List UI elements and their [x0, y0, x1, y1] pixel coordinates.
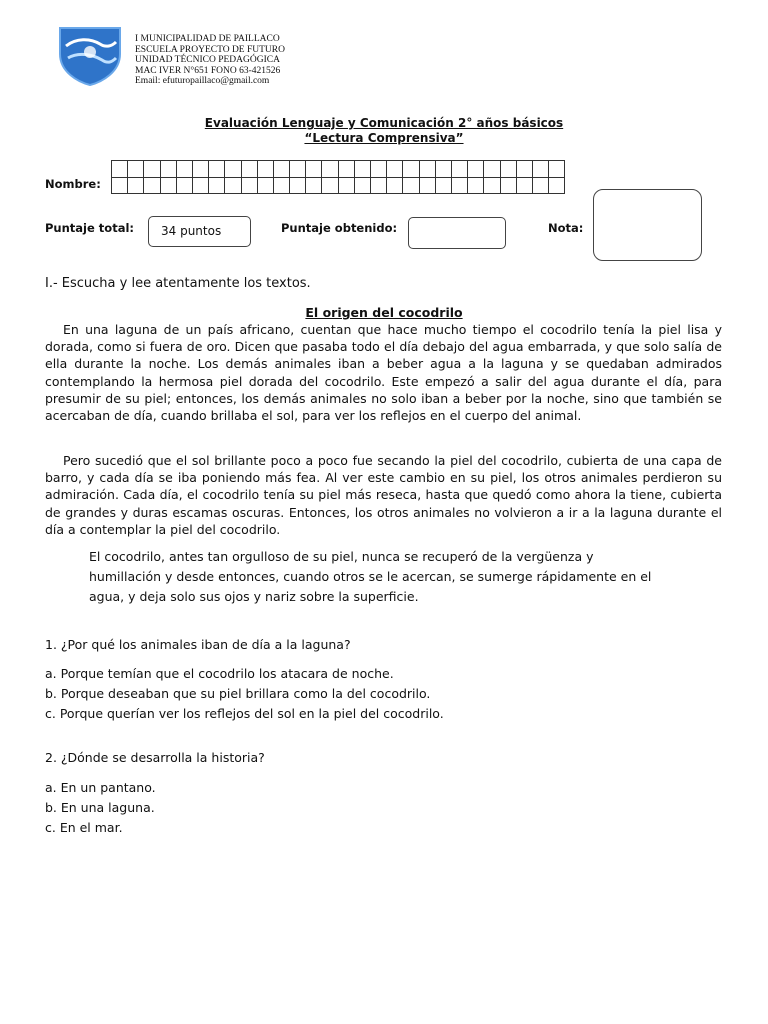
- name-grid-cell[interactable]: [241, 161, 257, 178]
- name-grid-cell[interactable]: [112, 161, 128, 178]
- exam-title: Evaluación Lenguaje y Comunicación 2° años básicos: [204, 116, 564, 130]
- name-label: Nombre:: [45, 177, 101, 191]
- name-grid-cell[interactable]: [435, 177, 451, 194]
- obtained-score-box[interactable]: [408, 217, 506, 249]
- name-grid-cell[interactable]: [257, 177, 273, 194]
- total-score-value: 34 puntos: [161, 224, 222, 238]
- header-line: UNIDAD TÉCNICO PEDAGÓGICA: [135, 55, 280, 65]
- name-grid-cell[interactable]: [451, 177, 467, 194]
- name-grid-cell[interactable]: [160, 177, 176, 194]
- name-grid-cell[interactable]: [371, 161, 387, 178]
- name-grid-cell[interactable]: [387, 177, 403, 194]
- name-grid-cell[interactable]: [484, 177, 500, 194]
- story-paragraph-2-block: [45, 452, 722, 538]
- name-grid-cell[interactable]: [371, 177, 387, 194]
- school-logo: [56, 24, 124, 86]
- name-grid-cell[interactable]: [209, 161, 225, 178]
- name-grid-cell[interactable]: [484, 161, 500, 178]
- name-grid-cell[interactable]: [549, 177, 565, 194]
- name-grid-cell[interactable]: [144, 177, 160, 194]
- grade-label: Nota:: [548, 221, 584, 235]
- name-grid-cell[interactable]: [225, 177, 241, 194]
- total-score-label: Puntaje total:: [45, 221, 135, 235]
- exam-subtitle: “Lectura Comprensiva”: [304, 131, 464, 145]
- name-grid-cell[interactable]: [500, 177, 516, 194]
- name-grid-cell[interactable]: [403, 177, 419, 194]
- name-grid-cell[interactable]: [549, 161, 565, 178]
- name-grid-cell[interactable]: [225, 161, 241, 178]
- story-line: agua, y deja solo sus ojos y nariz sobre la superficie.: [89, 589, 419, 604]
- question-1-options: [45, 664, 444, 724]
- instruction: I.- Escucha y lee atentamente los textos.: [45, 276, 311, 291]
- story-line: humillación y desde entonces, cuando otros se le acercan, se sumerge rápidamente en el: [89, 569, 652, 584]
- name-grid-cell[interactable]: [532, 177, 548, 194]
- answer-option[interactable]: c. Porque querían ver los reflejos del sol en la piel del cocodrilo.: [45, 706, 444, 721]
- name-grid-cell[interactable]: [290, 177, 306, 194]
- name-grid-cell[interactable]: [257, 161, 273, 178]
- name-grid[interactable]: [111, 160, 565, 194]
- answer-option[interactable]: a. En un pantano.: [45, 780, 156, 795]
- name-grid-cell[interactable]: [290, 161, 306, 178]
- name-grid-cell[interactable]: [354, 161, 370, 178]
- answer-option[interactable]: a. Porque temían que el cocodrilo los atacara de noche.: [45, 666, 394, 681]
- name-grid-cell[interactable]: [532, 161, 548, 178]
- name-grid-cell[interactable]: [273, 161, 289, 178]
- name-grid-cell[interactable]: [192, 177, 208, 194]
- story-title: El origen del cocodrilo: [305, 305, 463, 320]
- name-grid-cell[interactable]: [500, 161, 516, 178]
- name-grid-cell[interactable]: [192, 161, 208, 178]
- story-line: El cocodrilo, antes tan orgulloso de su piel, nunca se recuperó de la vergüenza y: [89, 549, 594, 564]
- question-text: 2. ¿Dónde se desarrolla la historia?: [45, 750, 265, 765]
- name-grid-cell[interactable]: [468, 177, 484, 194]
- question-text: 1. ¿Por qué los animales iban de día a la laguna?: [45, 637, 351, 652]
- name-grid-cell[interactable]: [144, 161, 160, 178]
- header-line: Email: efuturopaillaco@gmail.com: [135, 76, 270, 86]
- obtained-score-label: Puntaje obtenido:: [281, 221, 398, 235]
- name-grid-cell[interactable]: [209, 177, 225, 194]
- name-grid-cell[interactable]: [273, 177, 289, 194]
- name-grid-cell[interactable]: [241, 177, 257, 194]
- name-grid-cell[interactable]: [128, 161, 144, 178]
- grade-box[interactable]: [593, 189, 702, 261]
- story-paragraph-1-block: [45, 321, 722, 424]
- total-score-box: [148, 216, 251, 247]
- name-grid-cell[interactable]: [112, 177, 128, 194]
- name-grid-cell[interactable]: [306, 161, 322, 178]
- name-grid-cell[interactable]: [516, 177, 532, 194]
- question-2-options: [45, 778, 156, 838]
- name-grid-cell[interactable]: [322, 177, 338, 194]
- name-grid-cell[interactable]: [419, 161, 435, 178]
- name-grid-cell[interactable]: [128, 177, 144, 194]
- header-line: MAC IVER N°651 FONO 63-421526: [135, 65, 281, 76]
- name-grid-cell[interactable]: [387, 161, 403, 178]
- name-grid-cell[interactable]: [176, 161, 192, 178]
- name-grid-cell[interactable]: [435, 161, 451, 178]
- name-grid-cell[interactable]: [468, 161, 484, 178]
- story-paragraph: Pero sucedió que el sol brillante poco a poco fue secando la piel del cocodrilo, cubierta de una capa de barro, y cada día se iba poniendo más fea. Al ver este cambio en su piel, los otros animales perdieron su admiración. Cada día, el cocodrilo tenía su piel más reseca, hasta que quedó como ahora la tiene, cubierta de grandes y duras escamas oscuras. Entonces, los otros animales no volvieron a ir a la laguna durante el día a contemplar la piel del cocodrilo.: [45, 453, 722, 537]
- story-paragraph-3: [89, 547, 729, 607]
- name-grid-cell[interactable]: [451, 161, 467, 178]
- answer-option[interactable]: b. Porque deseaban que su piel brillara como la del cocodrilo.: [45, 686, 431, 701]
- name-grid-cell[interactable]: [176, 177, 192, 194]
- name-grid-cell[interactable]: [306, 177, 322, 194]
- story-paragraph: En una laguna de un país africano, cuentan que hace mucho tiempo el cocodrilo tenía la piel lisa y dorada, como si fuera de oro. Dicen que pasaba todo el día debajo del agua embarrada, y que solo salía de ella durante la noche. Los demás animales iban a beber agua a la laguna y se quedaban admirados contemplando la hermosa piel dorada del cocodrilo. Este empezó a salir del agua durante el día, para presumir de su piel; entonces, los demás animales no solo iban a beber por la noche, sino que también se acercaban de día, cuando brillaba el sol, para ver los reflejos en el cuerpo del animal.: [45, 322, 722, 424]
- name-grid-cell[interactable]: [419, 177, 435, 194]
- header-line: I MUNICIPALIDAD DE PAILLACO: [135, 34, 280, 44]
- name-grid-cell[interactable]: [354, 177, 370, 194]
- name-grid-cell[interactable]: [160, 161, 176, 178]
- name-grid-cell[interactable]: [322, 161, 338, 178]
- answer-option[interactable]: c. En el mar.: [45, 820, 123, 835]
- header-line: ESCUELA PROYECTO DE FUTURO: [135, 44, 285, 55]
- question-2: [45, 748, 265, 768]
- name-grid-cell[interactable]: [338, 177, 354, 194]
- question-1: [45, 635, 351, 655]
- answer-option[interactable]: b. En una laguna.: [45, 800, 155, 815]
- school-header: [135, 34, 285, 87]
- name-grid-cell[interactable]: [338, 161, 354, 178]
- name-grid-cell[interactable]: [516, 161, 532, 178]
- name-grid-cell[interactable]: [403, 161, 419, 178]
